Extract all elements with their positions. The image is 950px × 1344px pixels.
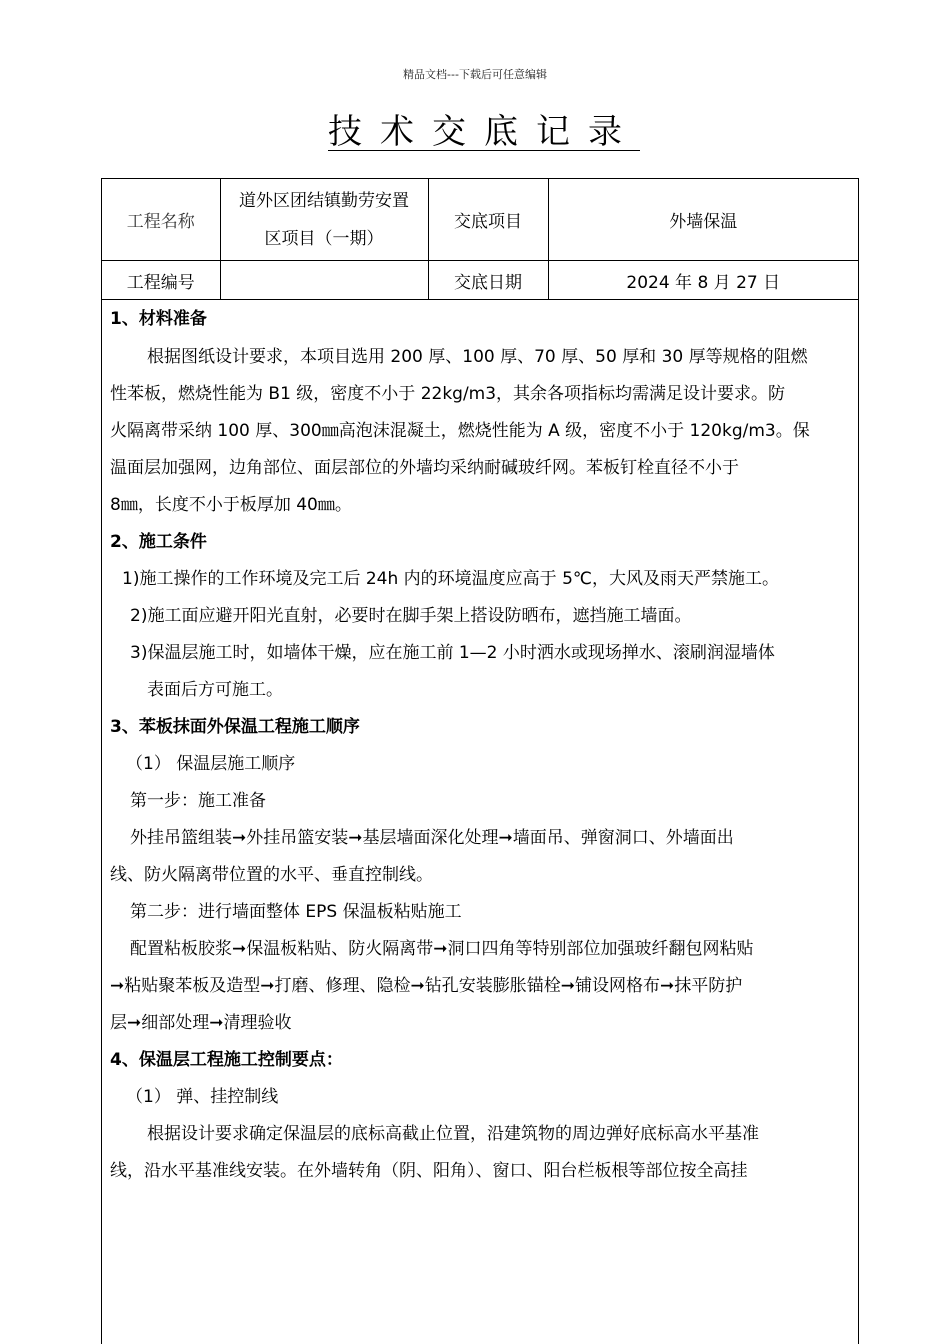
date-value: 2024 年 8 月 27 日 <box>548 261 858 300</box>
item-label: 交底项目 <box>428 179 548 261</box>
paragraph-line: 线、防火隔离带位置的水平、垂直控制线。 <box>110 865 433 885</box>
project-name-label: 工程名称 <box>102 179 220 261</box>
info-row-code <box>102 261 858 300</box>
code-label: 工程编号 <box>102 261 220 300</box>
section-3-heading: 3、苯板抹面外保温工程施工顺序 <box>110 717 360 737</box>
paragraph-line: 根据图纸设计要求，本项目选用 200 厚、100 厚、70 厚、50 厚和 30 厚等规格的阻燃 <box>147 347 808 367</box>
section-2-heading: 2、施工条件 <box>110 532 207 552</box>
list-item: 2)施工面应避开阳光直射，必要时在脚手架上搭设防晒布，遮挡施工墙面。 <box>130 606 692 626</box>
record-form <box>101 178 859 1344</box>
paragraph-line: 根据设计要求确定保温层的底标高截止位置，沿建筑物的周边弹好底标高水平基准 <box>147 1124 759 1144</box>
step-heading: 第一步：施工准备 <box>130 791 266 811</box>
project-name-value <box>220 179 428 261</box>
subsection-heading: （1） 弹、挂控制线 <box>126 1087 279 1107</box>
project-name-line2: 区项目（一期） <box>264 228 384 249</box>
paragraph-line: ➞粘贴聚苯板及造型➞打磨、修理、隐检➞钻孔安装膨胀锚栓➞铺设网格布➞抹平防护 <box>110 976 743 996</box>
section-4-heading: 4、保温层工程施工控制要点： <box>110 1050 343 1070</box>
watermark-text: 精品文档---下载后可任意编辑 <box>403 68 547 81</box>
code-value <box>220 261 428 300</box>
paragraph-line: 8㎜，长度不小于板厚加 40㎜。 <box>110 495 352 515</box>
project-name-line1: 道外区团结镇勤劳安置 <box>239 190 409 211</box>
paragraph-line: 火隔离带采纳 100 厚、300㎜高泡沫混凝土，燃烧性能为 A 级，密度不小于 120kg/m3。保 <box>110 421 810 441</box>
paragraph-line: 线，沿水平基准线安装。在外墙转角（阴、阳角）、窗口、阳台栏板根等部位按全高挂 <box>110 1161 748 1181</box>
paragraph-line: 温面层加强网，边角部位、面层部位的外墙均采纳耐碱玻纤网。苯板钉栓直径不小于 <box>110 458 739 478</box>
section-1-heading: 1、材料准备 <box>110 309 207 329</box>
date-label: 交底日期 <box>428 261 548 300</box>
list-item-continuation: 表面后方可施工。 <box>147 680 283 700</box>
step-heading: 第二步：进行墙面整体 EPS 保温板粘贴施工 <box>130 902 462 922</box>
item-value: 外墙保温 <box>548 179 858 261</box>
paragraph-line: 性苯板，燃烧性能为 B1 级，密度不小于 22kg/m3，其余各项指标均需满足设计要求。防 <box>110 384 786 404</box>
paragraph-line: 外挂吊篮组装➞外挂吊篮安装➞基层墙面深化处理➞墙面吊、弹窗洞口、外墙面出 <box>130 828 734 848</box>
info-table <box>102 179 858 300</box>
info-row-project <box>102 179 858 261</box>
document-title: 技术交底记录 <box>328 112 640 152</box>
subsection-heading: （1） 保温层施工顺序 <box>126 754 296 774</box>
paragraph-line: 层➞细部处理➞清理验收 <box>110 1013 292 1033</box>
paragraph-line: 配置粘板胶浆➞保温板粘贴、防火隔离带➞洞口四角等特别部位加强玻纤翻包网粘贴 <box>130 939 754 959</box>
list-item: 3)保温层施工时，如墙体干燥，应在施工前 1—2 小时洒水或现场掸水、滚刷润湿墙体 <box>130 643 775 663</box>
list-item: 1)施工操作的工作环境及完工后 24h 内的环境温度应高于 5℃，大风及雨天严禁施工。 <box>122 569 779 589</box>
